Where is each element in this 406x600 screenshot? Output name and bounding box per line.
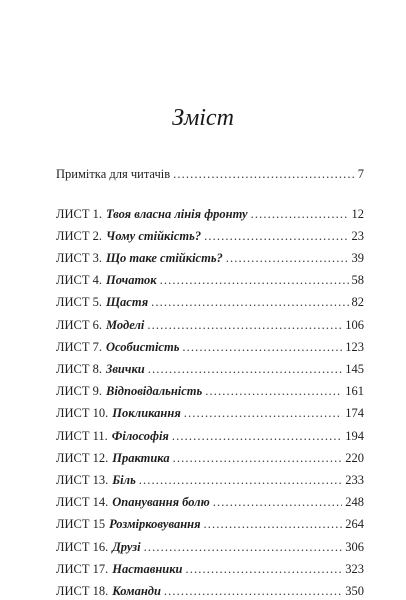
toc-entry-page: 123	[345, 340, 364, 354]
toc-entry-11[interactable]	[56, 428, 364, 444]
dot-leader	[184, 405, 342, 421]
toc-entry-page: 233	[345, 473, 364, 487]
dot-leader	[144, 539, 343, 555]
page-title: Зміст	[172, 105, 234, 131]
toc-entry-title: Чому стійкість?	[105, 229, 202, 243]
toc-note-row[interactable]	[56, 166, 364, 182]
dot-leader	[186, 561, 343, 577]
toc-entry-page: 323	[345, 562, 364, 576]
toc-entry-3[interactable]	[56, 250, 364, 266]
toc-entry-4[interactable]	[56, 272, 364, 288]
toc-entry-15[interactable]	[56, 516, 364, 532]
toc-entry-13[interactable]	[56, 472, 364, 488]
dot-leader	[148, 361, 343, 377]
dot-leader	[151, 294, 348, 310]
toc-entry-prefix: ЛИСТ 6.	[56, 318, 102, 332]
toc-entry-page: 350	[345, 584, 364, 598]
toc-entry-prefix: ЛИСТ 1.	[56, 207, 102, 221]
toc-entry-prefix: ЛИСТ 13.	[56, 473, 109, 487]
toc-entry-prefix: ЛИСТ 2.	[56, 229, 102, 243]
toc-entry-page: 194	[345, 429, 364, 443]
toc-entry-prefix: ЛИСТ 11.	[56, 429, 108, 443]
toc-entry-prefix: ЛИСТ 3.	[56, 251, 102, 265]
toc-entry-page: 82	[351, 295, 364, 309]
toc-entry-title: Опанування болю	[112, 495, 210, 509]
toc-entry-1[interactable]	[56, 206, 364, 222]
dot-leader	[226, 250, 349, 266]
dot-leader	[172, 428, 342, 444]
dot-leader	[173, 450, 343, 466]
toc-entry-title: Моделі	[105, 318, 145, 332]
toc-entry-title: Відповідальність	[105, 384, 203, 398]
toc-entry-page: 23	[351, 229, 364, 243]
toc-entry-page: 58	[351, 273, 364, 287]
toc-entry-prefix: ЛИСТ 5.	[56, 295, 102, 309]
toc-entry-18[interactable]	[56, 583, 364, 599]
dot-leader	[205, 383, 342, 399]
toc-entry-title: Щастя	[105, 295, 149, 309]
toc-entry-2[interactable]	[56, 228, 364, 244]
toc-note-page: 7	[357, 167, 364, 181]
toc-entry-page: 264	[345, 517, 364, 531]
dot-leader	[147, 317, 342, 333]
toc-entry-prefix: ЛИСТ 8.	[56, 362, 102, 376]
toc-entry-prefix: ЛИСТ 10.	[56, 406, 109, 420]
toc-entry-prefix: ЛИСТ 4.	[56, 273, 102, 287]
toc-entry-page: 306	[345, 540, 364, 554]
toc-entry-8[interactable]	[56, 361, 364, 377]
toc-entry-prefix: ЛИСТ 7.	[56, 340, 102, 354]
toc-entry-prefix: ЛИСТ 16.	[56, 540, 109, 554]
toc-entry-prefix: ЛИСТ 18.	[56, 584, 109, 598]
toc-entry-7[interactable]	[56, 339, 364, 355]
dot-leader	[139, 472, 342, 488]
toc-entry-9[interactable]	[56, 383, 364, 399]
toc-entry-title: Наставники	[112, 562, 183, 576]
toc-entry-page: 220	[345, 451, 364, 465]
toc-entry-14[interactable]	[56, 494, 364, 510]
toc-note-title: Примітка для читачів	[56, 167, 171, 181]
toc-entry-title: Початок	[105, 273, 157, 287]
toc-entry-title: Твоя власна лінія фронту	[105, 207, 248, 221]
toc-entry-page: 106	[345, 318, 364, 332]
toc-entry-title: Звички	[105, 362, 145, 376]
toc-entry-page: 145	[345, 362, 364, 376]
dot-leader	[160, 272, 349, 288]
toc-entry-page: 248	[345, 495, 364, 509]
dot-leader	[213, 494, 343, 510]
toc-entry-title: Розмірковування	[109, 517, 201, 531]
toc-entry-title: Філософія	[111, 429, 169, 443]
toc-entry-prefix: ЛИСТ 17.	[56, 562, 109, 576]
toc-entry-page: 12	[351, 207, 364, 221]
toc-entry-6[interactable]	[56, 317, 364, 333]
toc-entry-title: Команди	[112, 584, 161, 598]
toc-entry-12[interactable]	[56, 450, 364, 466]
toc-entry-title: Особистість	[105, 340, 180, 354]
toc-entry-page: 39	[351, 251, 364, 265]
toc-entry-title: Практика	[112, 451, 170, 465]
toc-entry-title: Що таке стійкість?	[105, 251, 223, 265]
toc-entry-prefix: ЛИСТ 14.	[56, 495, 109, 509]
dot-leader	[251, 206, 349, 222]
toc-entry-page: 161	[345, 384, 364, 398]
dot-leader	[204, 228, 348, 244]
toc-entry-page: 174	[345, 406, 364, 420]
toc-entry-5[interactable]	[56, 294, 364, 310]
dot-leader	[204, 516, 343, 532]
dot-leader	[173, 166, 355, 182]
toc-entry-title: Покликання	[112, 406, 181, 420]
toc-entry-prefix: ЛИСТ 9.	[56, 384, 102, 398]
toc-entry-prefix: ЛИСТ 15	[56, 517, 106, 531]
dot-leader	[182, 339, 342, 355]
toc-entry-10[interactable]	[56, 405, 364, 421]
toc-entry-title: Друзі	[112, 540, 141, 554]
toc-entry-17[interactable]	[56, 561, 364, 577]
toc-entry-prefix: ЛИСТ 12.	[56, 451, 109, 465]
toc-entry-title: Біль	[112, 473, 136, 487]
dot-leader	[164, 583, 342, 599]
toc-entry-16[interactable]	[56, 539, 364, 555]
